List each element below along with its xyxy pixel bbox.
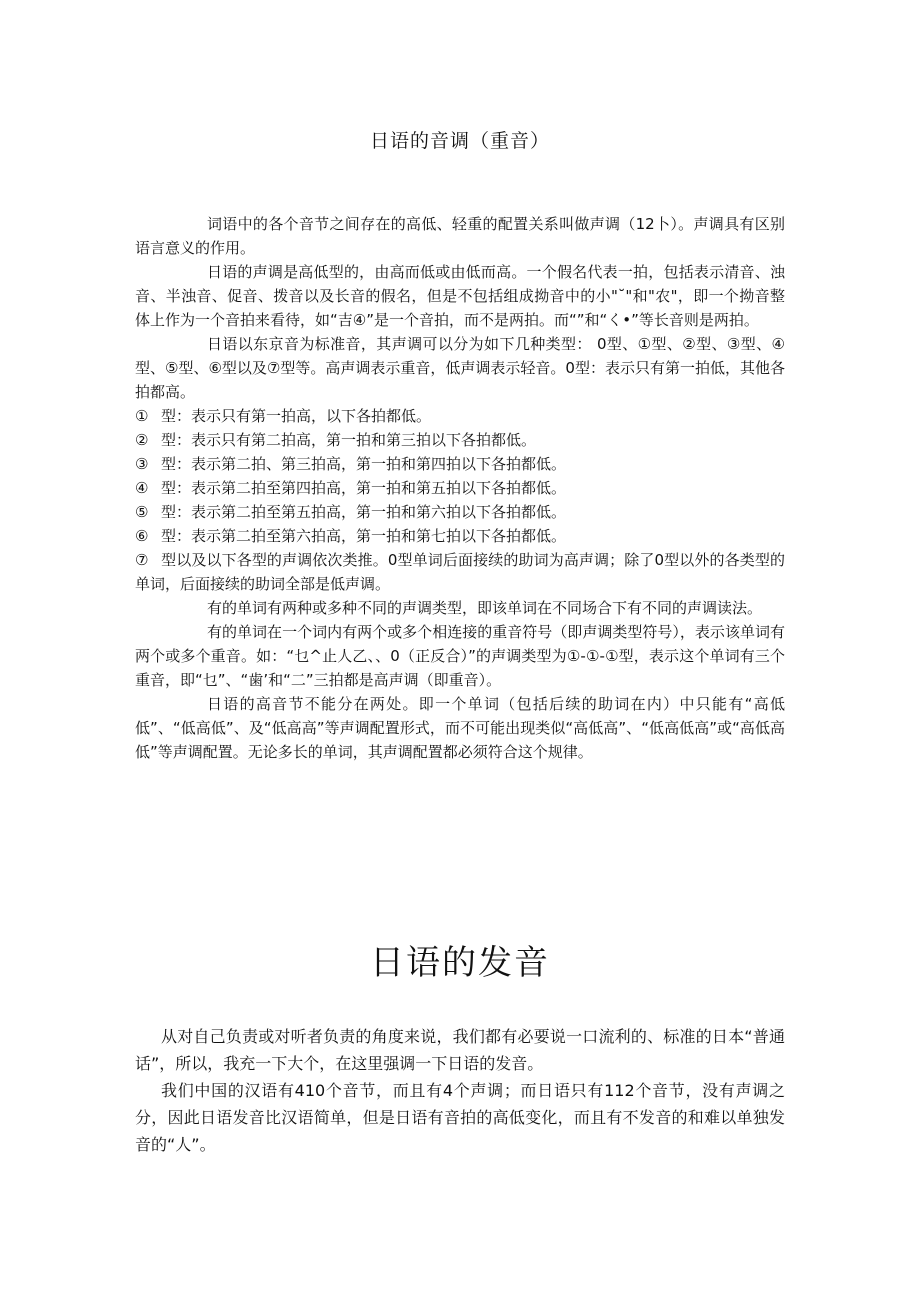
list-number: ⑤ <box>135 503 149 521</box>
paragraph: 有的单词有两种或多种不同的声调类型，即该单词在不同场合下有不同的声调读法。 <box>207 599 763 617</box>
page-title: 日语的音调（重音） <box>369 130 550 152</box>
list-number: ② <box>135 431 149 449</box>
list-item <box>135 452 785 476</box>
list-text: 型：表示只有第一拍高，以下各拍都低。 <box>161 407 432 425</box>
list-item <box>135 428 785 452</box>
list-number: ③ <box>135 455 149 473</box>
list-text: 型：表示第二拍至第五拍高，第一拍和第六拍以下各拍都低。 <box>161 503 567 521</box>
list-item <box>135 476 785 500</box>
list-number: ④ <box>135 479 149 497</box>
list-text: 型以及以下各型的声调依次类推。0型单词后面接续的助词为高声调；除了0型以外的各类型的单词，后面接续的助词全部是低声调。 <box>135 551 785 593</box>
list-text: 型：表示第二拍至第四拍高，第一拍和第五拍以下各拍都低。 <box>161 479 567 497</box>
paragraph: 有的单词在一个词内有两个或多个相连接的重音符号（即声调类型符号），表示该单词有两个或多个重音。如：“乜^止人乙、、0（正反合）”的声调类型为①-①-①型，表示这个单词有三个重音，即“乜”、“歯’和“二”三拍都是高声调（即重音）。 <box>135 623 785 689</box>
list-number: ① <box>135 407 149 425</box>
pronunciation-section <box>135 1023 785 1158</box>
list-item <box>135 548 785 596</box>
paragraph: 词语中的各个音节之间存在的高低、轻重的配置关系叫做声调（12卜）。声调具有区别语言意义的作用。 <box>135 215 785 257</box>
accent-section <box>135 212 785 764</box>
list-number: ⑥ <box>135 527 149 545</box>
paragraph: 从对自己负责或对听者负责的角度来说，我们都有必要说一口流利的、标准的日本“普通话”，所以，我充一下大个，在这里强调一下日语的发音。 <box>135 1027 785 1073</box>
paragraph: 日语的声调是高低型的，由高而低或由低而高。一个假名代表一拍，包括表示清音、浊音、半浊音、促音、拨音以及长音的假名，但是不包括组成拗音中的小"˘"和"农"，即一个拗音整体上作为一个音拍来看待，如“吉④”是一个音拍，而不是两拍。而“”和“く•”等长音则是两拍。 <box>135 263 785 329</box>
list-text: 型：表示第二拍、第三拍高，第一拍和第四拍以下各拍都低。 <box>161 455 567 473</box>
list-text: 型：表示第二拍至第六拍高，第一拍和第七拍以下各拍都低。 <box>161 527 567 545</box>
list-number: ⑦ <box>135 551 149 569</box>
list-item <box>135 500 785 524</box>
paragraph: 日语的高音节不能分在两处。即一个单词（包括后续的助词在内）中只能有“高低低”、“低高低”、及“低高高”等声调配置形式，而不可能出现类似“高低高”、“低高低高”或“高低高低”等声调配置。无论多长的单词，其声调配置都必须符合这个规律。 <box>135 695 785 761</box>
list-item <box>135 404 785 428</box>
list-item <box>135 524 785 548</box>
section-heading: 日语的发音 <box>370 943 550 983</box>
paragraph: 日语以东京音为标准音，其声调可以分为如下几种类型： 0型、①型、②型、③型、④型、⑤型、⑥型以及⑦型等。高声调表示重音，低声调表示轻音。0型：表示只有第一拍低，其他各拍都高。 <box>135 335 785 401</box>
list-text: 型：表示只有第二拍高，第一拍和第三拍以下各拍都低。 <box>161 431 537 449</box>
paragraph: 我们中国的汉语有410个音节，而且有4个声调；而日语只有112个音节，没有声调之分，因此日语发音比汉语简单，但是日语有音拍的高低变化，而且有不发音的和难以单独发音的“人”。 <box>135 1081 785 1154</box>
